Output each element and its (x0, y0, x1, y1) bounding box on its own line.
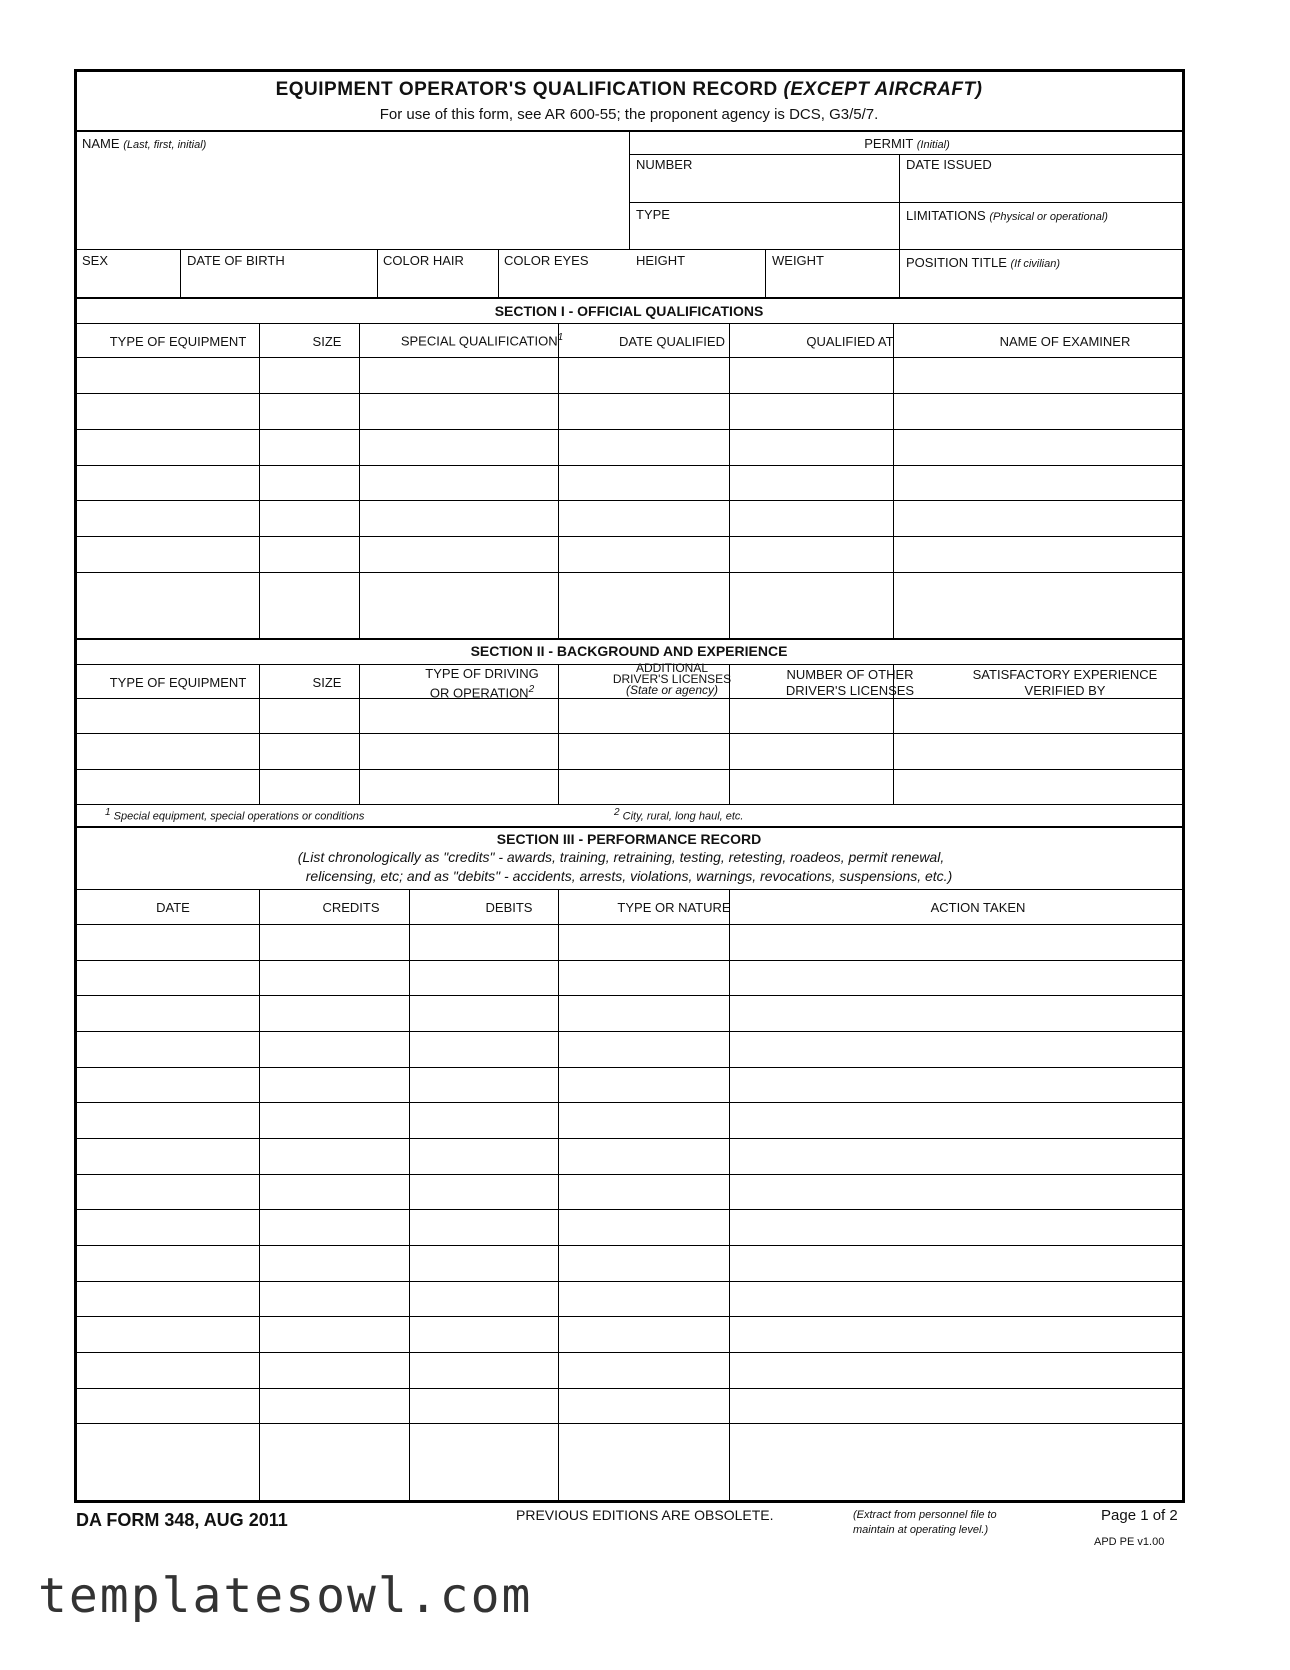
s1-col-date-qualified: DATE QUALIFIED (619, 334, 725, 349)
table-column-divider (409, 889, 410, 1500)
section-2-row-divider (77, 769, 1182, 770)
section-3-row-divider (77, 1138, 1182, 1139)
section-3-row-divider (77, 924, 1182, 925)
table-column-divider (359, 664, 360, 804)
section-1-row-divider (77, 429, 1182, 430)
section-2-row-divider (77, 804, 1182, 805)
position-title-label: POSITION TITLE (If civilian) (906, 255, 1061, 270)
s3-col-date: DATE (156, 900, 190, 915)
section-3-row-divider (77, 1067, 1182, 1068)
s1-col-special-qualification: SPECIAL QUALIFICATION$^1$ (400, 332, 564, 349)
hair-label: COLOR HAIR (383, 253, 464, 268)
form-subtitle: For use of this form, see AR 600-55; the proponent agency is DCS, G3/5/7. (379, 106, 879, 123)
section-3-desc-1: (List chronologically as "credits" - awards, training, retraining, testing, retesting, roadeos, permit renewal, (297, 849, 945, 865)
footnote-2: $^2$ City, rural, long haul, etc. (614, 807, 744, 823)
table-column-divider (259, 323, 260, 638)
section-3-row-divider (77, 1316, 1182, 1317)
s3-col-credits: CREDITS (322, 900, 380, 915)
permit-label: PERMIT (Initial) (864, 136, 950, 151)
permit-number-label: NUMBER (636, 157, 693, 172)
section-1-row-divider (77, 500, 1182, 501)
height-label: HEIGHT (636, 253, 686, 268)
table-column-divider (558, 323, 559, 638)
s3-col-type-or-nature: TYPE OR NATURE (617, 900, 731, 915)
qualification-form (74, 69, 1185, 1503)
section-3-row-divider (77, 1388, 1182, 1389)
section-1-row-divider (77, 536, 1182, 537)
section-3-row-divider (77, 1102, 1182, 1103)
section-3-row-divider (77, 1031, 1182, 1032)
section-3-row-divider (77, 995, 1182, 996)
table-column-divider (558, 664, 559, 804)
table-column-divider (359, 323, 360, 638)
s2-col-size: SIZE (312, 675, 342, 690)
page-number: Page 1 of 2 (1101, 1507, 1178, 1524)
section-3-row-divider (77, 1423, 1182, 1424)
weight-label: WEIGHT (772, 253, 824, 268)
section-1-row-divider (77, 357, 1182, 358)
s1-col-type-of-equipment: TYPE OF EQUIPMENT (109, 334, 247, 349)
section-1-row-divider (77, 393, 1182, 394)
section-2-row-divider (77, 698, 1182, 699)
table-column-divider (729, 664, 730, 804)
table-column-divider (259, 664, 260, 804)
s2-col-experience-verified-by: SATISFACTORY EXPERIENCE VERIFIED BY (972, 667, 1158, 698)
date-issued-label: DATE ISSUED (906, 157, 992, 172)
s2-col-additional-licenses: ADDITIONAL DRIVER'S LICENSES (State or agency) (612, 661, 732, 697)
version-tag: APD PE v1.00 (1094, 1536, 1165, 1548)
s2-col-type-of-equipment: TYPE OF EQUIPMENT (109, 675, 247, 690)
form-number: DA FORM 348, AUG 2011 (76, 1510, 288, 1530)
section-1-row-divider (77, 572, 1182, 573)
form-title: EQUIPMENT OPERATOR'S QUALIFICATION RECORD (EXCEPT AIRCRAFT) (275, 79, 983, 100)
eyes-label: COLOR EYES (504, 253, 589, 268)
section-3-title: SECTION III - PERFORMANCE RECORD (496, 831, 762, 847)
extract-note: (Extract from personnel file to maintain at operating level.) (853, 1509, 997, 1536)
section-1-title: SECTION I - OFFICIAL QUALIFICATIONS (494, 303, 764, 319)
name-label: NAME (Last, first, initial) (82, 136, 207, 151)
s2-col-number-of-other-licenses: NUMBER OF OTHER DRIVER'S LICENSES (785, 667, 915, 698)
table-column-divider (729, 889, 730, 1500)
footnote-1: $^1$ Special equipment, special operations or conditions (105, 807, 365, 823)
section-3-row-divider (77, 1209, 1182, 1210)
table-column-divider (729, 323, 730, 638)
s1-col-size: SIZE (312, 334, 342, 349)
s1-col-qualified-at: QUALIFIED AT (806, 334, 894, 349)
watermark: templatesowl.com (38, 1568, 533, 1624)
section-3-row-divider (77, 1245, 1182, 1246)
s3-col-debits: DEBITS (485, 900, 533, 915)
permit-type-label: TYPE (636, 207, 670, 222)
section-2-title: SECTION II - BACKGROUND AND EXPERIENCE (470, 643, 788, 659)
s3-col-action-taken: ACTION TAKEN (930, 900, 1026, 915)
dob-label: DATE OF BIRTH (187, 253, 285, 268)
table-column-divider (558, 889, 559, 1500)
sex-label: SEX (82, 253, 109, 268)
s1-col-name-of-examiner: NAME OF EXAMINER (999, 334, 1131, 349)
section-3-row-divider (77, 1352, 1182, 1353)
section-3-desc-2: relicensing, etc; and as "debits" - accidents, arrests, violations, warnings, revocations, suspensions, etc.) (305, 868, 953, 884)
section-2-row-divider (77, 733, 1182, 734)
obsolete-notice: PREVIOUS EDITIONS ARE OBSOLETE. (516, 1507, 774, 1523)
limitations-label: LIMITATIONS (Physical or operational) (906, 208, 1108, 223)
table-column-divider (893, 323, 894, 638)
section-3-row-divider (77, 1281, 1182, 1282)
s2-col-type-of-driving: TYPE OF DRIVING OR OPERATION$^2$ (425, 666, 539, 701)
section-1-row-divider (77, 465, 1182, 466)
table-column-divider (259, 889, 260, 1500)
table-column-divider (893, 664, 894, 804)
section-3-row-divider (77, 960, 1182, 961)
section-3-row-divider (77, 1174, 1182, 1175)
